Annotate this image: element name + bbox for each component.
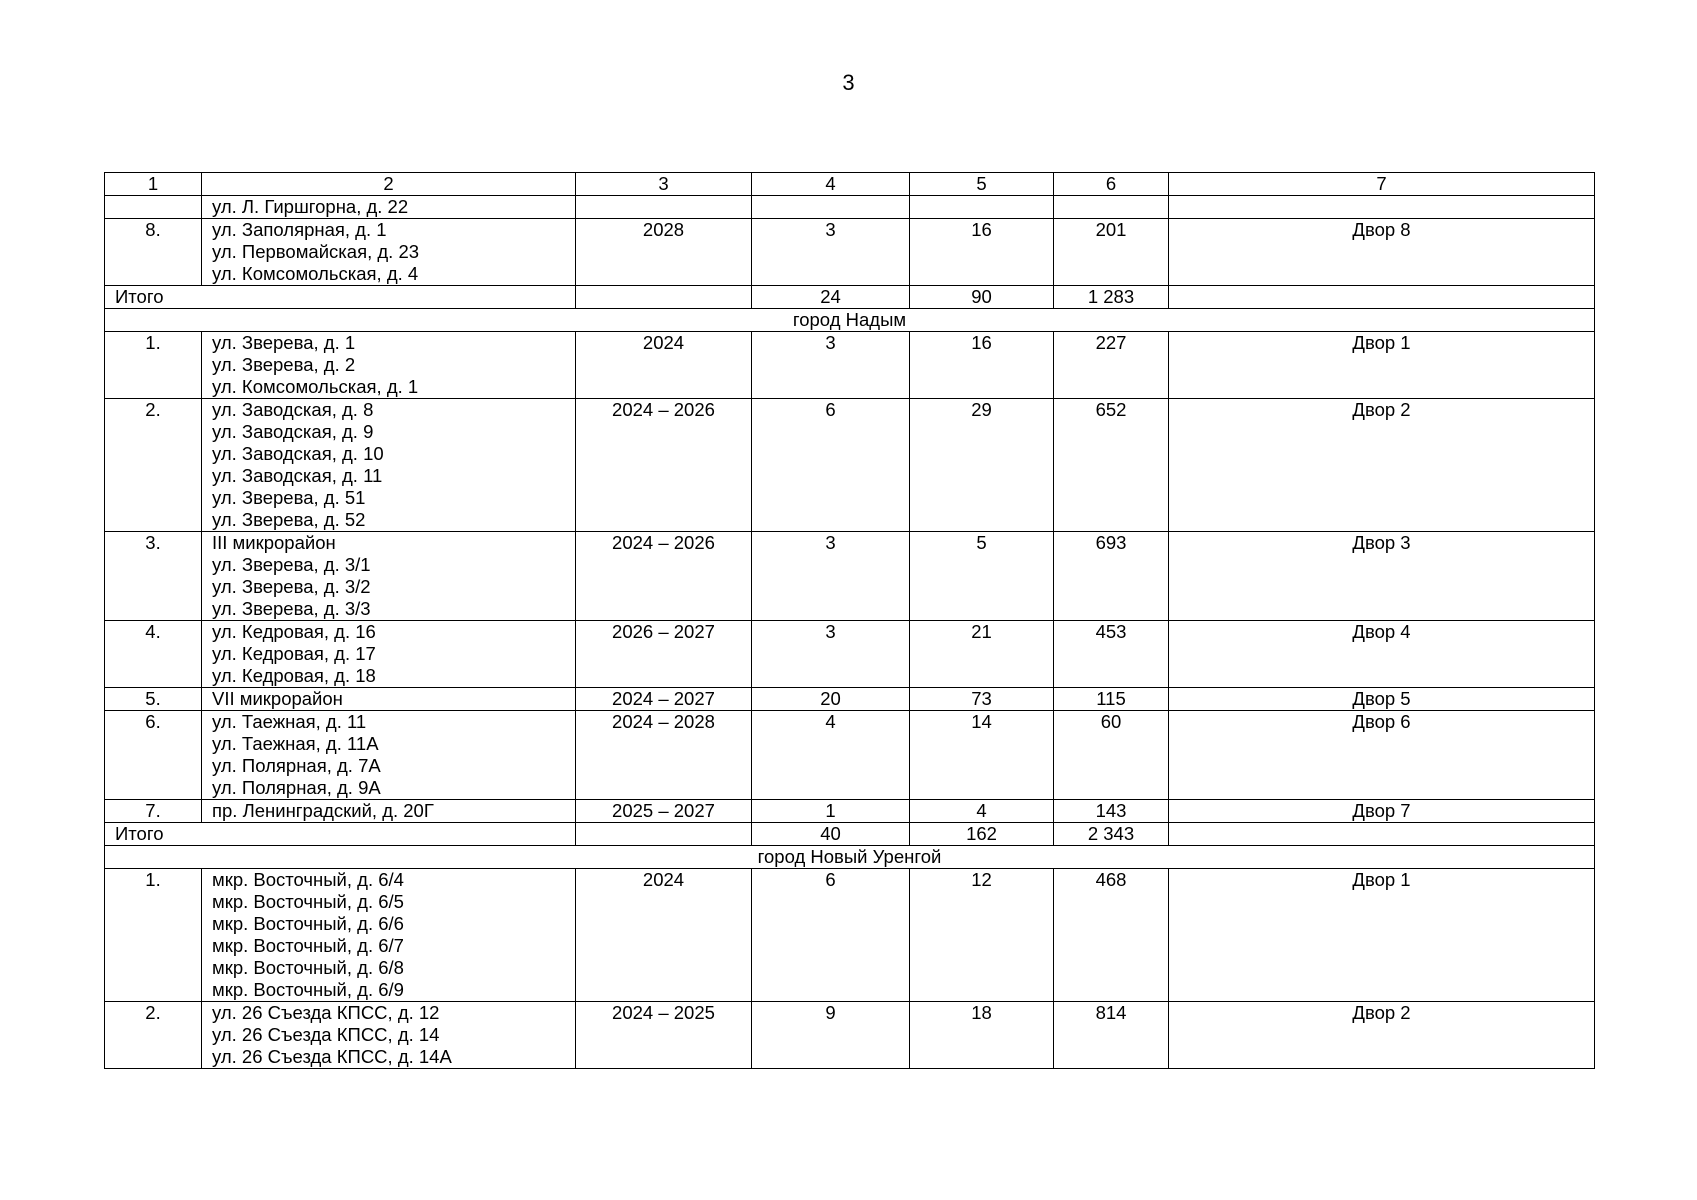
count-cell: 3 [752,219,910,286]
period-cell: 2024 – 2027 [576,688,752,711]
data-table [104,172,1595,1069]
count-cell: 73 [910,688,1054,711]
table-row [105,688,1595,711]
yard-cell: Двор 1 [1169,332,1595,399]
value-cell: 453 [1054,621,1169,688]
yard-cell [1169,196,1595,219]
row-number: 1. [105,869,202,1002]
period-cell: 2024 – 2026 [576,532,752,621]
address-cell: пр. Ленинградский, д. 20Г [202,800,576,823]
count-cell: 18 [910,1002,1054,1069]
count-cell: 9 [752,1002,910,1069]
address-cell: III микрорайон ул. Зверева, д. 3/1 ул. Зверева, д. 3/2 ул. Зверева, д. 3/3 [202,532,576,621]
count-cell: 1 [752,800,910,823]
table-row [105,711,1595,800]
column-header: 6 [1054,173,1169,196]
row-number: 3. [105,532,202,621]
count-cell: 12 [910,869,1054,1002]
column-header: 4 [752,173,910,196]
yard-cell: Двор 2 [1169,1002,1595,1069]
value-cell: 60 [1054,711,1169,800]
total-cell: 2 343 [1054,823,1169,846]
total-label: Итого [105,823,576,846]
address-cell: ул. Зверева, д. 1 ул. Зверева, д. 2 ул. Комсомольская, д. 1 [202,332,576,399]
address-cell: VII микрорайон [202,688,576,711]
count-cell [752,196,910,219]
period-cell: 2026 – 2027 [576,621,752,688]
total-cell: 40 [752,823,910,846]
value-cell: 115 [1054,688,1169,711]
column-header: 3 [576,173,752,196]
total-cell: 90 [910,286,1054,309]
count-cell: 3 [752,332,910,399]
period-cell: 2025 – 2027 [576,800,752,823]
table-row [105,869,1595,1002]
value-cell: 201 [1054,219,1169,286]
yard-cell: Двор 2 [1169,399,1595,532]
table-row [105,532,1595,621]
address-cell: ул. Таежная, д. 11 ул. Таежная, д. 11А ул. Полярная, д. 7А ул. Полярная, д. 9А [202,711,576,800]
total-row [105,823,1595,846]
period-cell: 2028 [576,219,752,286]
yard-cell: Двор 6 [1169,711,1595,800]
column-header: 7 [1169,173,1595,196]
table-row [105,196,1595,219]
count-cell: 6 [752,869,910,1002]
value-cell: 652 [1054,399,1169,532]
table-row [105,219,1595,286]
address-cell: ул. 26 Съезда КПСС, д. 12 ул. 26 Съезда КПСС, д. 14 ул. 26 Съезда КПСС, д. 14А [202,1002,576,1069]
total-cell [1169,823,1595,846]
table-row [105,1002,1595,1069]
section-title: город Надым [105,309,1595,332]
row-number: 5. [105,688,202,711]
section-title: город Новый Уренгой [105,846,1595,869]
total-cell [576,286,752,309]
total-label: Итого [105,286,576,309]
table-row [105,332,1595,399]
count-cell: 3 [752,621,910,688]
section-row [105,309,1595,332]
total-cell: 24 [752,286,910,309]
value-cell: 693 [1054,532,1169,621]
table-row [105,399,1595,532]
period-cell: 2024 – 2028 [576,711,752,800]
total-cell: 162 [910,823,1054,846]
header-row [105,173,1595,196]
address-cell: ул. Заполярная, д. 1 ул. Первомайская, д. 23 ул. Комсомольская, д. 4 [202,219,576,286]
value-cell: 814 [1054,1002,1169,1069]
row-number: 1. [105,332,202,399]
table-row [105,621,1595,688]
section-row [105,846,1595,869]
table-body [105,196,1595,1069]
yard-cell: Двор 1 [1169,869,1595,1002]
total-row [105,286,1595,309]
count-cell: 3 [752,532,910,621]
yard-cell: Двор 3 [1169,532,1595,621]
yard-cell: Двор 4 [1169,621,1595,688]
yard-cell: Двор 5 [1169,688,1595,711]
total-cell: 1 283 [1054,286,1169,309]
address-cell: мкр. Восточный, д. 6/4 мкр. Восточный, д. 6/5 мкр. Восточный, д. 6/6 мкр. Восточный, д. 6/7 мкр. Восточный, д. 6/8 мкр. Восточный, д. 6/9 [202,869,576,1002]
row-number: 4. [105,621,202,688]
count-cell: 14 [910,711,1054,800]
value-cell: 143 [1054,800,1169,823]
address-cell: ул. Кедровая, д. 16 ул. Кедровая, д. 17 ул. Кедровая, д. 18 [202,621,576,688]
count-cell: 5 [910,532,1054,621]
table-row [105,800,1595,823]
period-cell [576,196,752,219]
address-cell: ул. Л. Гиршгорна, д. 22 [202,196,576,219]
period-cell: 2024 [576,332,752,399]
value-cell: 227 [1054,332,1169,399]
column-header: 2 [202,173,576,196]
period-cell: 2024 – 2025 [576,1002,752,1069]
row-number: 2. [105,1002,202,1069]
count-cell: 6 [752,399,910,532]
period-cell: 2024 [576,869,752,1002]
address-cell: ул. Заводская, д. 8 ул. Заводская, д. 9 ул. Заводская, д. 10 ул. Заводская, д. 11 ул. Зверева, д. 51 ул. Зверева, д. 52 [202,399,576,532]
count-cell: 4 [752,711,910,800]
yard-cell: Двор 8 [1169,219,1595,286]
count-cell: 20 [752,688,910,711]
count-cell: 21 [910,621,1054,688]
column-header: 1 [105,173,202,196]
total-cell [576,823,752,846]
page-number: 3 [842,70,855,95]
column-header: 5 [910,173,1054,196]
value-cell: 468 [1054,869,1169,1002]
count-cell: 29 [910,399,1054,532]
count-cell: 16 [910,219,1054,286]
value-cell [1054,196,1169,219]
count-cell [910,196,1054,219]
row-number: 6. [105,711,202,800]
period-cell: 2024 – 2026 [576,399,752,532]
row-number: 2. [105,399,202,532]
count-cell: 16 [910,332,1054,399]
count-cell: 4 [910,800,1054,823]
row-number: 7. [105,800,202,823]
row-number: 8. [105,219,202,286]
yard-cell: Двор 7 [1169,800,1595,823]
total-cell [1169,286,1595,309]
row-number [105,196,202,219]
